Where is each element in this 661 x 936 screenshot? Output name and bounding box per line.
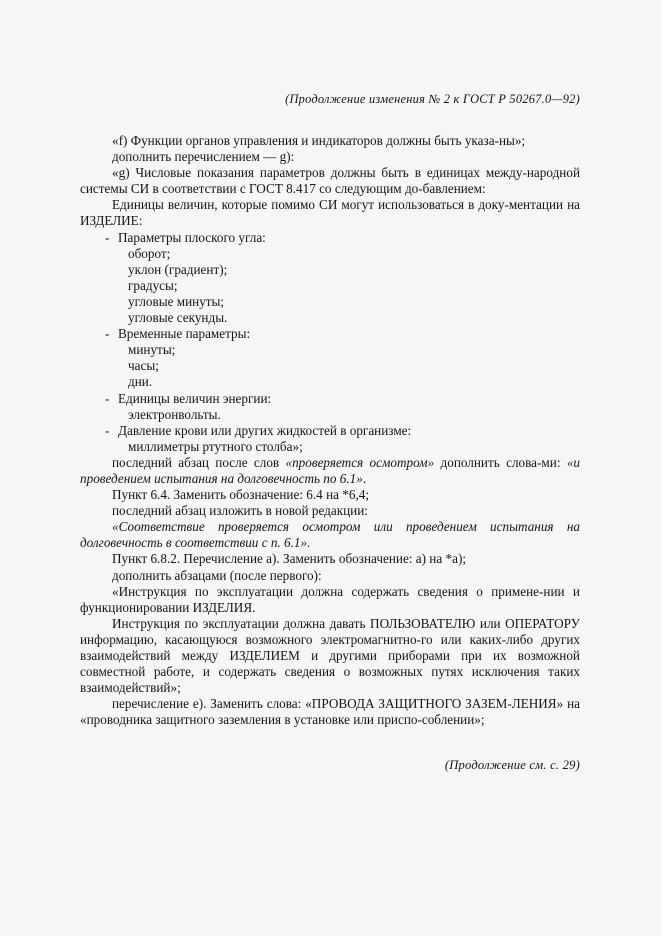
paragraph-item-f: «f) Функции органов управления и индикаторов должны быть указа-ны»; — [112, 133, 526, 148]
list-subitem: часы; — [128, 358, 159, 374]
paragraph-item-g: «g) Числовые показания параметров должны быть в единицах между-народной системы СИ в соответствии с ГОСТ 8.417 со следующим до-бавлением: — [80, 165, 580, 197]
text-run: последний абзац после слов — [112, 454, 286, 470]
list-item — [80, 391, 580, 407]
list-subitem: миллиметры ртутного столба»; — [128, 438, 303, 454]
list-subitem: оборот; — [128, 245, 171, 261]
list-subitem: угловые секунды. — [128, 310, 228, 326]
list-group-2 — [80, 391, 580, 423]
paragraph-add-enumeration: дополнить перечислением — g): — [112, 149, 295, 165]
paragraph-units-intro: Единицы величин, которые помимо СИ могут использоваться в доку-ментации на ИЗДЕЛИЕ: — [80, 197, 580, 229]
list-subitem: уклон (градиент); — [128, 261, 228, 277]
units-list — [80, 230, 580, 455]
quoted-phrase-inspection: «проверяется осмотром» — [285, 454, 435, 470]
list-item-heading: Временные параметры: — [118, 326, 251, 342]
dash-bullet-icon: - — [105, 326, 110, 342]
list-item-heading: Параметры плоского угла: — [118, 229, 266, 245]
list-item — [80, 423, 580, 439]
page-content — [80, 92, 580, 773]
paragraph-instruction-emc: Инструкция по эксплуатации должна давать ПОЛЬЗОВАТЕЛЮ или ОПЕРАТОРУ информацию, касающуюся возможного электромагнитно-го или каких-либо других взаимодействий между ИЗДЕЛИЕМ и другими приборами при их возможной совместной работе, и содержать сведения о возможных путях исключения таких взаимодействий»; — [80, 615, 580, 696]
paragraph-new-wording-quote: «Соответствие проверяется осмотром или проведением испытания на долговечность в соответствии с п. 6.1». — [80, 519, 580, 551]
dash-bullet-icon: - — [105, 229, 110, 245]
list-item — [80, 326, 580, 342]
continuation-header: (Продолжение изменения № 2 к ГОСТ Р 50267.0—92) — [285, 92, 580, 106]
list-subitem: электронвольты. — [128, 406, 221, 422]
list-group-0 — [80, 230, 580, 327]
list-subitem: угловые минуты; — [128, 293, 225, 309]
paragraph-last-clause-amendment — [80, 455, 580, 487]
list-item-heading: Единицы величин энергии: — [118, 390, 272, 406]
text-run: . — [362, 470, 367, 486]
list-item-heading: Давление крови или других жидкостей в организме: — [118, 422, 412, 438]
list-item — [80, 230, 580, 246]
continuation-footer: (Продолжение см. с. 29) — [444, 758, 580, 773]
quoted-phrase-durability: «и проведением испытания на долговечность по 6.1» — [80, 454, 580, 486]
paragraph-add-subclauses: дополнить абзацами (после первого): — [112, 567, 322, 583]
dash-bullet-icon: - — [105, 422, 110, 438]
list-group-3 — [80, 423, 580, 455]
paragraph-instruction-usage: «Инструкция по эксплуатации должна содержать сведения о примене-нии и функционировании ИЗДЕЛИЯ. — [80, 583, 580, 615]
paragraph-clause-6-8-2: Пункт 6.8.2. Перечисление a). Заменить обозначение: a) на *a); — [112, 551, 467, 567]
text-run: дополнить слова-ми: — [434, 454, 567, 470]
paragraph-item-e-replacement: перечисление e). Заменить слова: «ПРОВОДА ЗАЩИТНОГО ЗАЗЕМ-ЛЕНИЯ» на «проводника защитного заземления в установке или приспо-соблении»; — [80, 696, 580, 728]
dash-bullet-icon: - — [105, 390, 110, 406]
list-group-1 — [80, 326, 580, 390]
list-subitem: градусы; — [128, 277, 178, 293]
paragraph-clause-6-4: Пункт 6.4. Заменить обозначение: 6.4 на *6,4; — [112, 487, 370, 503]
paragraph-new-wording-intro: последний абзац изложить в новой редакции: — [112, 503, 368, 519]
list-subitem: дни. — [128, 374, 153, 390]
list-subitem: минуты; — [128, 342, 176, 358]
